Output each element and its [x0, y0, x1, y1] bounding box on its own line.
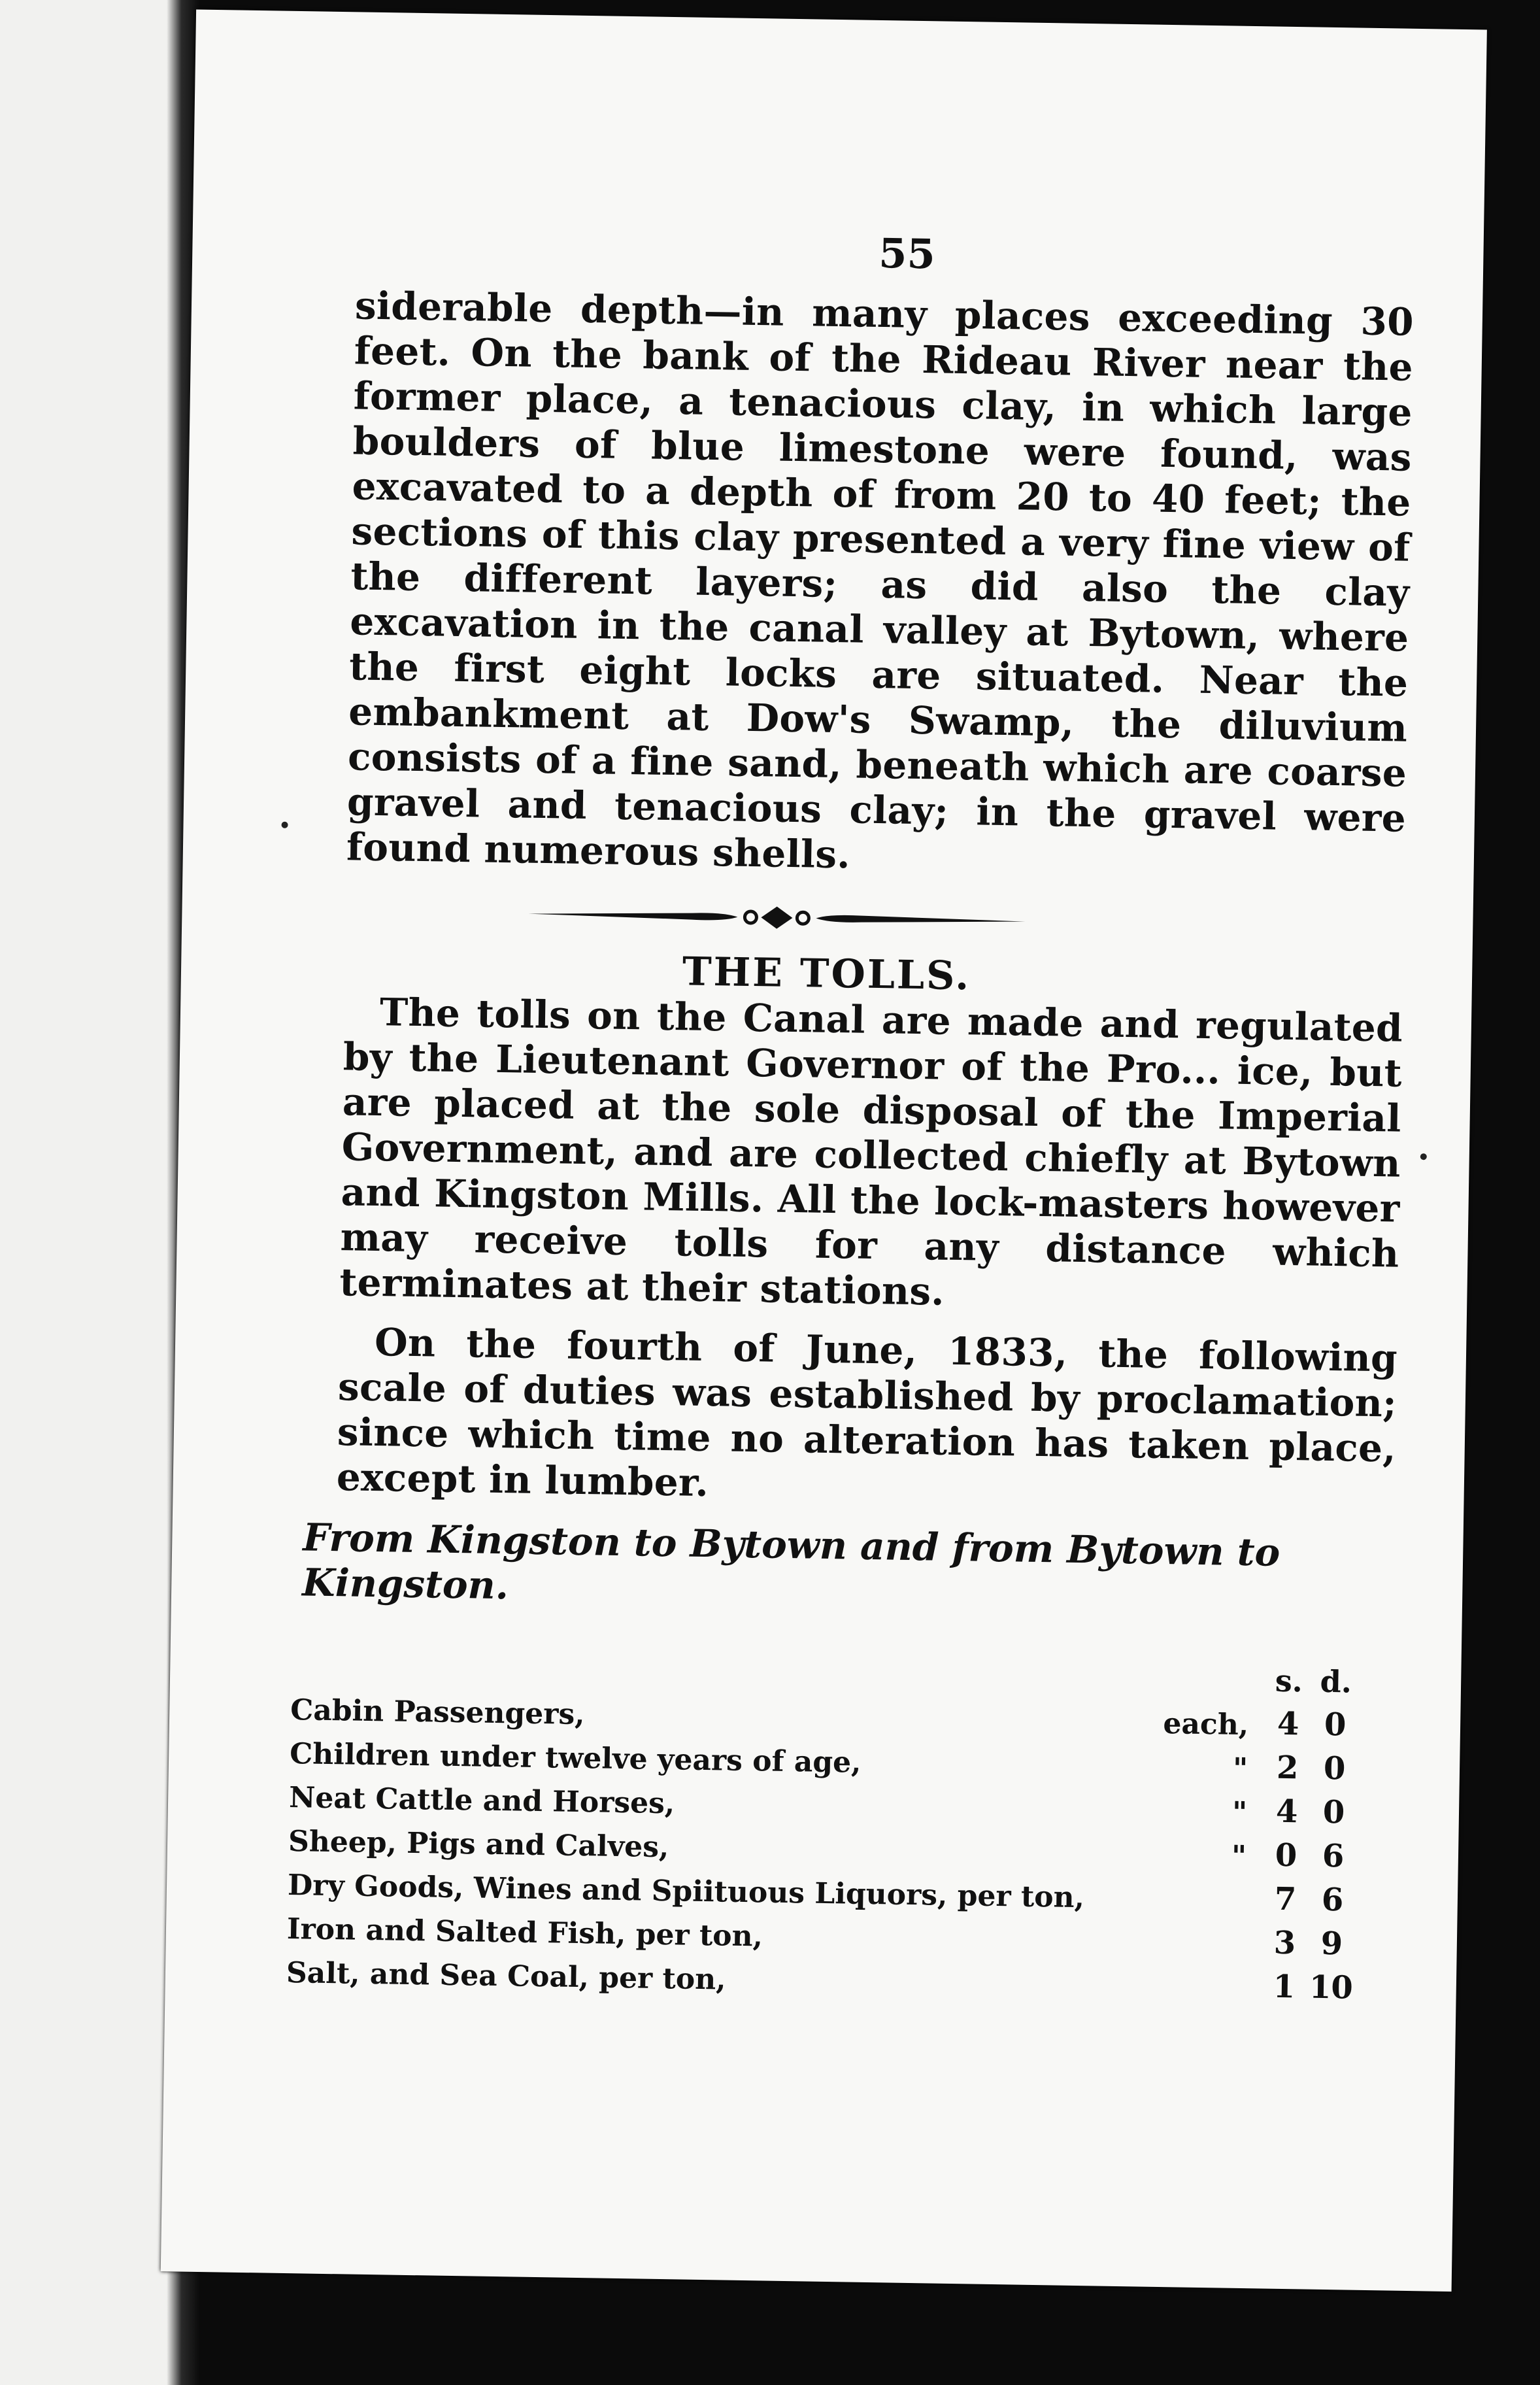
row-note — [1083, 1914, 1265, 1961]
paper-speck — [1420, 1153, 1427, 1160]
row-item: Iron and Salted Fish, per ton, — [286, 1912, 763, 1954]
row-pence: 10 — [1309, 1969, 1354, 2006]
row-shillings: 1 — [1273, 1968, 1296, 2006]
row-pence: 0 — [1324, 1706, 1347, 1744]
header-pence: d. — [1320, 1663, 1352, 1700]
route-heading: From Kingston to Bytown and from Bytown to Kingston. — [301, 1515, 1281, 1608]
row-note: " — [1232, 1751, 1248, 1786]
row-item: Salt, and Sea Coal, per ton, — [286, 1956, 726, 1997]
row-shillings: 3 — [1273, 1924, 1296, 1962]
row-pence: 6 — [1321, 1881, 1344, 1919]
row-item: Cabin Passengers, — [290, 1693, 585, 1732]
toll-table — [286, 1639, 1364, 2006]
row-pence: 9 — [1320, 1925, 1343, 1963]
paragraph-tolls: The tolls on the Canal are made and regulated by the Lieutenant Governor of the Pro... ice, but are placed at the sole disposal of the Imperial Government, and are collected chiefly at Bytown and Kingston Mills. All the lock-masters however may receive tolls for any distance which terminates at their stations. — [339, 990, 1403, 1314]
paper-speck — [281, 822, 288, 828]
ornamental-divider — [528, 898, 1026, 938]
row-item: Children under twelve years of age, — [289, 1737, 862, 1780]
row-pence: 0 — [1322, 1793, 1345, 1831]
row-item: Dry Goods, Wines and Spiituous Liquors, per ton, — [287, 1869, 1085, 1915]
row-note: each, — [1163, 1707, 1249, 1742]
row-note — [1082, 1958, 1264, 2004]
row-shillings: 4 — [1275, 1793, 1298, 1831]
page-number: 55 — [878, 229, 936, 279]
row-pence: 6 — [1322, 1837, 1345, 1875]
row-note: " — [1231, 1839, 1247, 1874]
row-note: " — [1231, 1795, 1248, 1830]
paragraph-scale: On the fourth of June, 1833, the following scale of duties was established by proclamation; since which time no alteration has taken place, except in lumber. — [336, 1320, 1398, 1506]
section-heading: THE TOLLS. — [682, 949, 971, 1000]
paragraph-geology: siderable depth—in many places exceeding 30 feet. On the bank of the Rideau River near the former place, a tenacious clay, in which large boulders of blue limestone were found, was excavated to a depth of from 20 to 40 feet; the sections of this clay presented a very fine view of the different layers; as did also the clay excavation in the canal valley at Bytown, where the first eight locks are situated. Near the embankment at Dow's Swamp, the diluvium consists of a fine sand, beneath which are coarse gravel and tenacious clay; in the gravel were found numerous shells. — [346, 283, 1414, 877]
row-item: Neat Cattle and Horses, — [288, 1781, 675, 1821]
row-shillings: 4 — [1277, 1705, 1299, 1743]
row-shillings: 2 — [1276, 1749, 1299, 1787]
row-shillings: 7 — [1274, 1880, 1297, 1918]
row-note — [1084, 1870, 1266, 1917]
header-shillings: s. — [1275, 1663, 1303, 1699]
row-pence: 0 — [1323, 1750, 1346, 1787]
facing-page — [0, 0, 190, 2385]
book-page — [161, 9, 1487, 2292]
row-shillings: 0 — [1275, 1836, 1297, 1874]
row-item: Sheep, Pigs and Calves, — [288, 1825, 669, 1865]
